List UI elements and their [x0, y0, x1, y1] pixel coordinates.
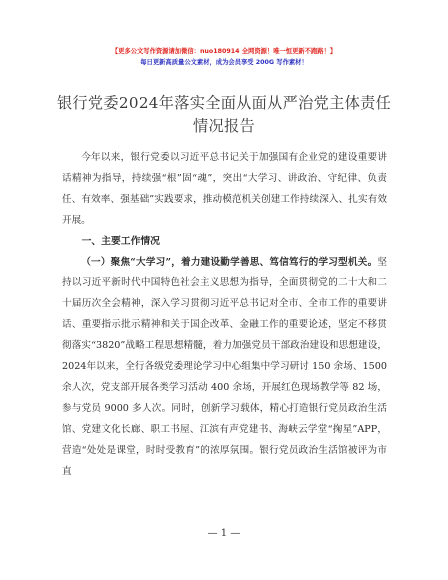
banner-line-1: 【更多公文写作资源请加微信：nuo180914 全网资源！唯一恒更新不跑路！】 — [111, 48, 337, 55]
document-body — [62, 148, 387, 483]
page-number: — 1 — — [207, 528, 241, 539]
paragraph-1-body: 坚持以习近平新时代中国特色社会主义思想为指导，全面贯彻党的二十大和二十届历次全会精神，深入学习贯彻习近平总书记对全市、全市工作的重要讲话、重要指示批示精神和关于国企改革、金融工作的重要论述，坚定不移贯彻落实“3820”战略工程思想精髓，着力加强党员干部政治建设和思想建设，2024年以来，全行各级党委理论学习中心组集中学习研讨 150 余场、1500 余人次，党支部开展各类学习活动 400 余场，开展红色现场教学等 82 场，参与党员 9000 多人次。同时，创新学习载体，精心打造银行党员政治生活馆、党建文化长廊、职工书屋、江滨有声党建书、海峡云学堂“掬星”APP，营造“处处是课堂，时时受教育”的浓厚氛围。银行党员政治生活馆被评为市直 — [62, 256, 387, 477]
promo-banner — [0, 46, 448, 68]
banner-line-2: 每日更新高质量公文素材，成为会员享受 200G 写作素材！ — [140, 59, 308, 66]
section-heading: 一、主要工作情况 — [81, 235, 160, 247]
document-title: 银行党委2024年落实全面从面从严治党主体责任情况报告 — [56, 94, 392, 135]
intro-paragraph: 今年以来，银行党委以习近平总书记关于加强国有企业党的建设重要讲话精神为指导，持续强“根”固“魂”，突出“大学习、讲政治、守纪律、负责任、有效率、强基础”实践要求，推动模范机关创建工作持续深入、扎实有效开展。 — [62, 152, 387, 226]
paragraph-1-heading: （一）聚焦“大学习”，着力建设勤学善思、笃信笃行的学习型机关。 — [81, 256, 378, 268]
paragraph-1 — [62, 253, 387, 483]
